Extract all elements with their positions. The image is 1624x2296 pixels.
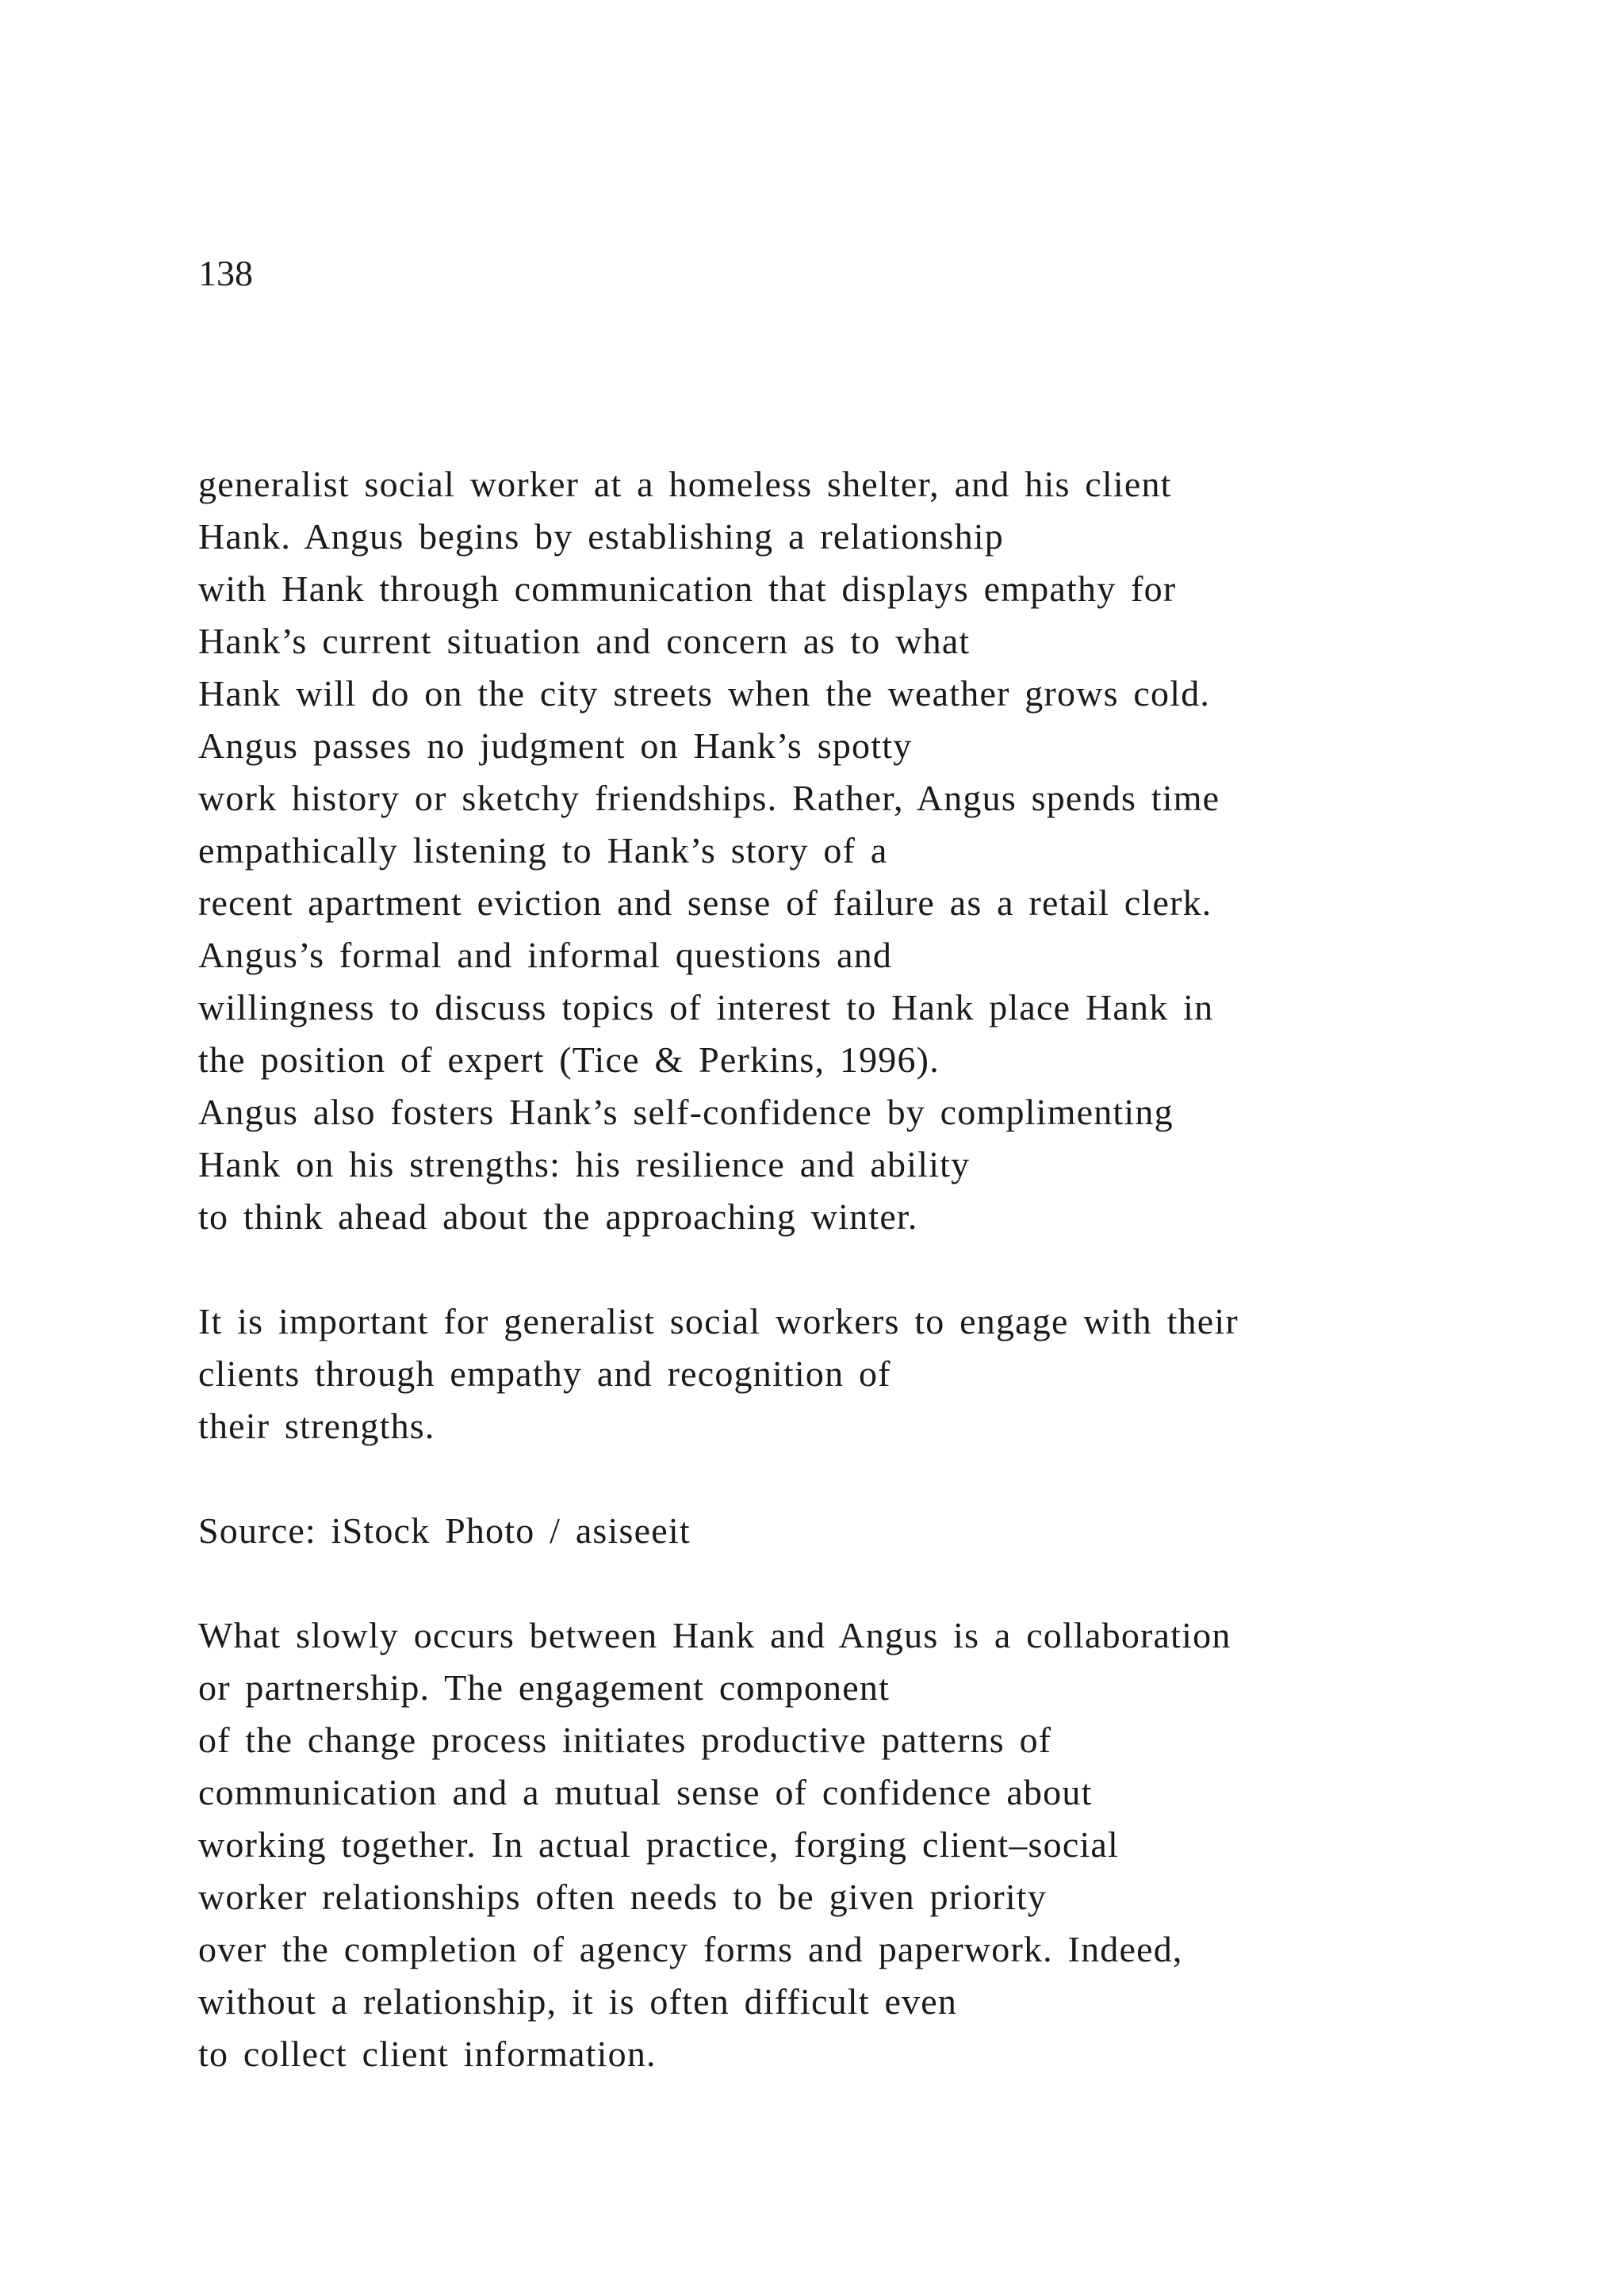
page-number: 138 [198,253,253,293]
text-line: Angus passes no judgment on Hank’s spotty [198,725,913,766]
text-line: to collect client information. [198,2034,657,2074]
paragraph-angus-hank-relationship [198,458,1483,1243]
caption-line: their strengths. [198,1406,435,1446]
text-line: to think ahead about the approaching winter. [198,1196,918,1237]
paragraph-photo-caption [198,1295,1483,1452]
text-line: Hank’s current situation and concern as to what [198,621,971,661]
text-line: Angus also fosters Hank’s self-confidence by complimenting [198,1092,1174,1132]
text-line: willingness to discuss topics of interest to Hank place Hank in [198,987,1214,1027]
text-line: What slowly occurs between Hank and Angus is a collaboration [198,1615,1231,1655]
source-credit-line: Source: iStock Photo / asiseeit [198,1510,691,1551]
text-line: working together. In actual practice, forging client–social [198,1824,1120,1865]
text-line: work history or sketchy friendships. Rather, Angus spends time [198,778,1220,818]
paragraph-photo-source [198,1505,1483,1557]
text-line: communication and a mutual sense of confidence about [198,1772,1093,1812]
body-text [198,458,1483,2080]
text-line: generalist social worker at a homeless shelter, and his client [198,464,1172,504]
caption-line: clients through empathy and recognition of [198,1353,891,1394]
text-line: of the change process initiates productive patterns of [198,1720,1052,1760]
text-line: with Hank through communication that displays empathy for [198,568,1177,609]
text-line: or partnership. The engagement component [198,1667,891,1708]
caption-line: It is important for generalist social workers to engage with their [198,1301,1239,1341]
text-line: without a relationship, it is often difficult even [198,1981,958,2022]
text-line: empathically listening to Hank’s story of a [198,830,888,871]
text-line: Hank will do on the city streets when the weather grows cold. [198,673,1211,714]
text-line: Hank. Angus begins by establishing a relationship [198,516,1004,557]
text-line: recent apartment eviction and sense of failure as a retail clerk. [198,882,1212,923]
text-line: over the completion of agency forms and paperwork. Indeed, [198,1929,1183,1969]
text-line: the position of expert (Tice & Perkins, 1996). [198,1039,940,1080]
paragraph-collaboration [198,1609,1483,2080]
text-line: Hank on his strengths: his resilience and ability [198,1144,971,1184]
text-line: worker relationships often needs to be given priority [198,1877,1048,1917]
text-line: Angus’s formal and informal questions and [198,935,893,975]
